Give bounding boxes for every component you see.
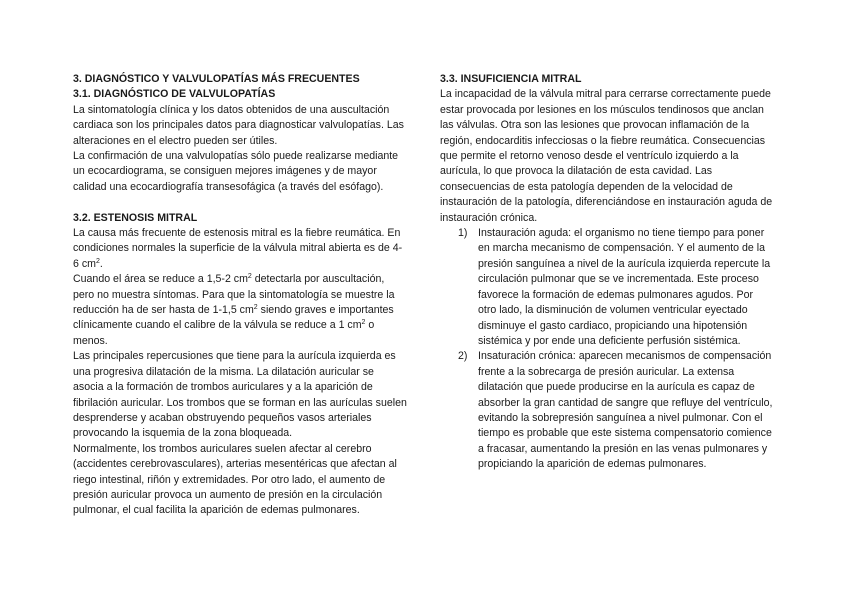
right-column [440,72,774,473]
list-item [440,349,774,472]
list-item [440,226,774,349]
insufficiency-heading: 3.3. INSUFICIENCIA MITRAL [440,73,582,85]
left-column [73,72,407,519]
stenosis-paragraph-4: Normalmente, los trombos auriculares suelen afectar al cerebro (accidentes cerebrovasculares), arterias mesentéricas que afectan al riego intestinal, riñón y extremidades. Por otro lado, el aumento de presión auricular provoca un aumento de presión en la circulación pulmonar, el cual facilita la aparición de edemas pulmonares. [73,442,397,517]
stenosis-paragraph-1: La causa más frecuente de estenosis mitral es la fiebre reumática. En condiciones normales la superficie de la válvula mitral abierta es de 4-6 $cm^2$. [73,227,403,270]
superscript: 2 [253,304,258,312]
stenosis-paragraph-3: Las principales repercusiones que tiene para la aurícula izquierda es una progresiva dilatación de la misma. La dilatación auricular se asocia a la formación de trombos auriculares y a la aparición de fibrilación auricular. Los trombos que se forman en las aurículas suelen desprenderse y acaban obstruyendo pequeños vasos arteriales provocando la isquemia de la zona bloqueada. [73,350,407,440]
list-number: 1) [458,227,468,240]
stenosis-paragraph-2: Cuando el área se reduce a 1,5-2 $cm^2$ detectarla por auscultación, pero no muestra síntomas. Para que la sintomatología se muestre la reducción ha de ser hasta de 1-1,5 $cm^2$ siendo graves e importantes clínicamente cuando el calibre de la válvula se reduce a 1 $cm^2$ o menos. [73,273,395,347]
superscript: 2 [95,257,100,265]
stenosis-heading: 3.2. ESTENOSIS MITRAL [73,211,198,224]
diagnosis-paragraph-1: La sintomatología clínica y los datos obtenidos de una auscultación cardiaca son los principales datos para diagnosticar valvulopatías. Las alteraciones en el electro pueden ser útiles. [73,103,404,147]
list-number: 2) [458,350,468,363]
main-heading: 3. DIAGNÓSTICO Y VALVULOPATÍAS MÁS FRECUENTES [73,73,360,85]
insufficiency-intro: La incapacidad de la válvula mitral para cerrarse correctamente puede estar provocada por lesiones en los músculos tendinosos que anclan las válvulas. Otra son las lesiones que provocan inflamación de la región, endocarditis infecciosas o la fiebre reumática. Consecuencias que permite el retorno venoso desde el ventrículo izquierdo a la aurícula, lo que provoca la dilatación de esta cavidad. Las consecuencias de esta patología dependen de la velocidad de instauración de la patología, diferenciándose en instauración aguda de instauración crónica. [440,88,773,224]
insufficiency-list [440,226,774,473]
superscript: 2 [247,273,252,281]
diagnosis-paragraph-2: La confirmación de una valvulopatías sólo puede realizarse mediante un ecocardiograma, se consiguen mejores imágenes y de mayor calidad una ecocardiografía transesofágica (a través del esófago). [73,150,399,193]
diagnosis-heading: 3.1. DIAGNÓSTICO DE VALVULOPATÍAS [73,88,276,101]
list-item-text: Instauración aguda: el organismo no tiene tiempo para poner en marcha mecanismo de compensación. Y el aumento de la presión sanguínea a nivel de la aurícula izquierda repercute la circulación pulmonar que se ve incrementada. Este proceso favorece la formación de edemas pulmonares agudos. Por otro lado, la disminución de volumen ventricular eyectado disminuye el gasto cardiaco, propiciando una hipotensión sistémica y por ende una deficiente perfusión sistémica. [478,227,771,347]
superscript: 2 [361,319,366,327]
list-item-text: Insaturación crónica: aparecen mecanismos de compensación frente a la sobrecarga de presión auricular. La extensa dilatación que puede producirse en la aurícula es capaz de absorber la gran cantidad de sangre que refluye del ventrículo, evitando la sobrepresión sanguínea a nivel pulmonar. Con el tiempo es probable que este sistema compensatorio comience a fracasar, aumentando la presión en las venas pulmonares y propiciando la aparición de edemas pulmonares. [478,350,773,471]
